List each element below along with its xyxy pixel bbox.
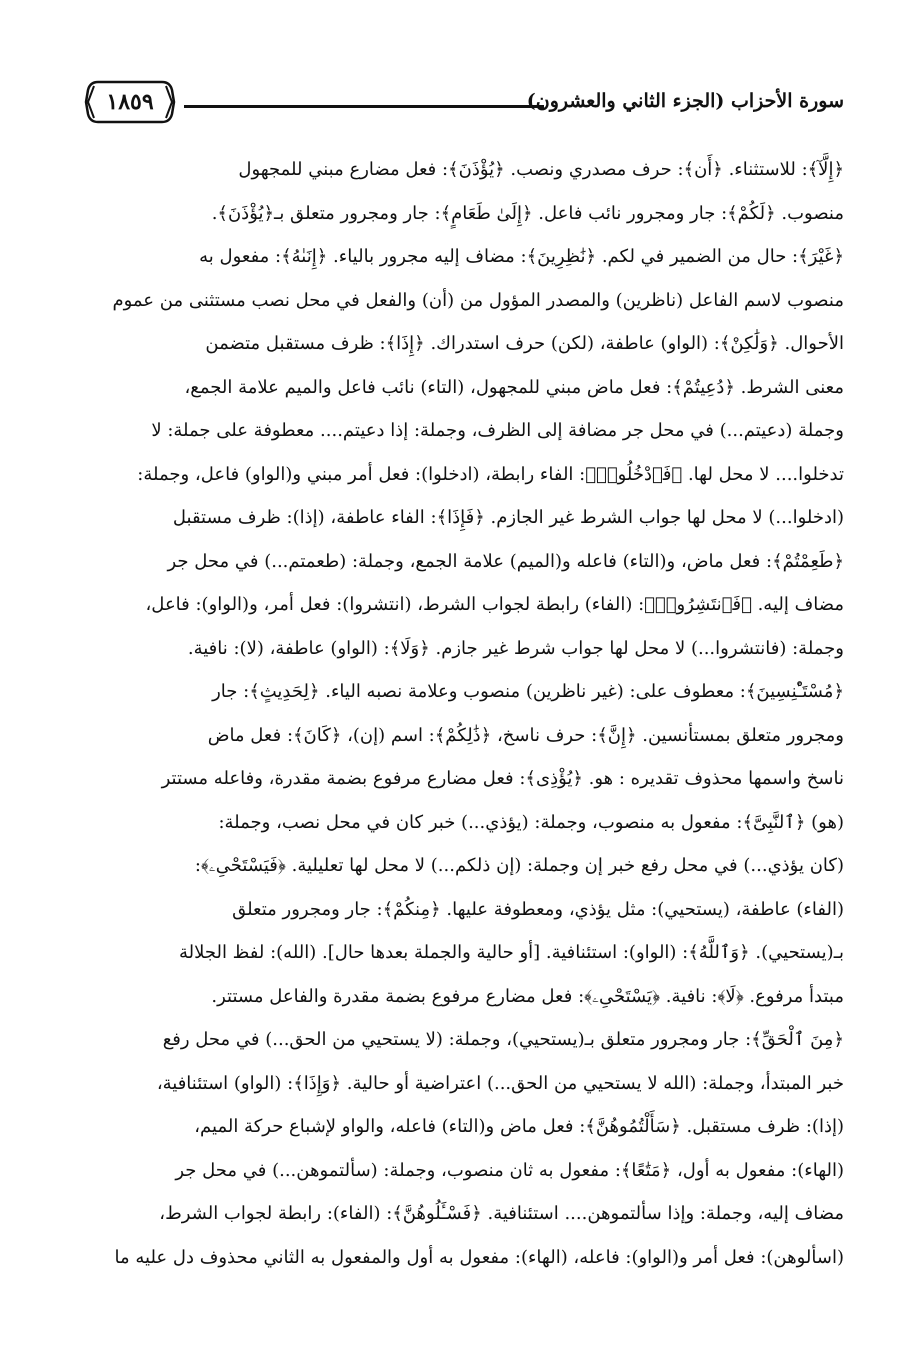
text-line: (الفاء) عاطفة، (يستحيي): مثل يؤذي، ومعطوفة عليها. ﴿مِنكُمْ﴾: جار ومجرور متعلق bbox=[232, 898, 844, 920]
text-line: ﴿إِلَّآ﴾: للاستثناء. ﴿أَن﴾: حرف مصدري ونصب. ﴿يُؤْذَنَ﴾: فعل مضارع مبني للمجهول bbox=[238, 159, 844, 180]
text-line: (الهاء): مفعول به أول، ﴿مَتَٰعًا﴾: مفعول به ثان منصوب، وجملة: (سألتموهن...) في محل جر bbox=[175, 1159, 844, 1181]
text-line: تدخلوا.... لا محل لها. ﴿فَٱدْخُلُوا۟﴾: الفاء رابطة، (ادخلوا): فعل أمر مبني و(الواو) فاعل، وجملة: bbox=[137, 463, 844, 485]
text-line: (ادخلوا...) لا محل لها جواب الشرط غير الجازم. ﴿فَإِذَا﴾: الفاء عاطفة، (إذا): ظرف مستقبل bbox=[172, 507, 844, 528]
page-number-badge bbox=[84, 78, 176, 126]
page-header bbox=[84, 74, 844, 134]
body-text bbox=[80, 148, 844, 1279]
text-line: وجملة: (فانتشروا...) لا محل لها جواب شرط غير جازم. ﴿وَلَا﴾: (الواو) عاطفة، (لا): نافية. bbox=[187, 637, 844, 659]
text-line: مضاف إليه، وجملة: وإذا سألتموهن.... استئنافية. ﴿فَسْـَٔلُوهُنَّ﴾: (الفاء): رابطة لجواب الشرط، bbox=[159, 1203, 844, 1224]
text-line: منصوب لاسم الفاعل (ناظرين) والمصدر المؤول من (أن) والفعل في محل نصب مستثنى من عموم bbox=[112, 289, 844, 311]
page-number: ١٨٥٩ bbox=[106, 89, 154, 115]
running-title: سورة الأحزاب (الجزء الثاني والعشرون) bbox=[526, 90, 844, 112]
text-line: معنى الشرط. ﴿دُعِيتُمْ﴾: فعل ماض مبني للمجهول، (التاء) نائب فاعل والميم علامة الجمع، bbox=[184, 376, 844, 398]
text-line: مضاف إليه. ﴿فَٱنتَشِرُوا۟﴾: (الفاء) رابطة لجواب الشرط، (انتشروا): فعل أمر، و(الواو): فاعل، bbox=[145, 594, 844, 615]
text-line: (اسألوهن): فعل أمر و(الواو): فاعله، (الهاء): مفعول به أول والمفعول به الثاني محذوف دل عليه ما bbox=[114, 1246, 844, 1268]
text-line: خبر المبتدأ، وجملة: (الله لا يستحيي من الحق...) اعتراضية أو حالية. ﴿وَإِذَا﴾: (الواو) استئنافية، bbox=[156, 1072, 844, 1094]
text-line: منصوب. ﴿لَكُمْ﴾: جار ومجرور نائب فاعل. ﴿إِلَىٰ طَعَامٍ﴾: جار ومجرور متعلق بـ﴿يُؤْذَنَ﴾. bbox=[211, 202, 844, 224]
text-line: (هو) ﴿ٱلنَّبِىَّ﴾: مفعول به منصوب، وجملة: (يؤذي...) خبر كان في محل نصب، وجملة: bbox=[218, 811, 844, 833]
text-line: (كان يؤذي...) في محل رفع خبر إن وجملة: (إن ذلكم...) لا محل لها تعليلية. ﴿فَيَسْتَحْىِۦ﴾: bbox=[194, 855, 844, 876]
text-line: وجملة (دعيتم...) في محل جر مضافة إلى الظرف، وجملة: إذا دعيتم.... معطوفة على جملة: لا bbox=[151, 420, 844, 441]
header-rule bbox=[184, 105, 544, 108]
text-line: (إذا): ظرف مستقبل. ﴿سَأَلْتُمُوهُنَّ﴾: فعل ماض و(التاء) فاعله، والواو لإشباع حركة الميم، bbox=[194, 1116, 844, 1137]
text-line: ومجرور متعلق بمستأنسين. ﴿إِنَّ﴾: حرف ناسخ، ﴿ذَٰلِكُمْ﴾: اسم (إن)، ﴿كَانَ﴾: فعل ماض bbox=[207, 724, 844, 746]
text-line: الأحوال. ﴿وَلَٰكِنْ﴾: (الواو) عاطفة، (لكن) حرف استدراك. ﴿إِذَا﴾: ظرف مستقبل متضمن bbox=[205, 333, 844, 354]
text-line: ﴿مُسْتَـْٔنِسِينَ﴾: معطوف على: (غير ناظرين) منصوب وعلامة نصبه الياء. ﴿لِحَدِيثٍ﴾: جار bbox=[212, 681, 844, 702]
text-line: ﴿غَيْرَ﴾: حال من الضمير في لكم. ﴿نَٰظِرِينَ﴾: مضاف إليه مجرور بالياء. ﴿إِنَىٰهُ﴾: مفعول به bbox=[199, 246, 844, 267]
text-line: ﴿طَعِمْتُمْ﴾: فعل ماض، و(التاء) فاعله و(الميم) علامة الجمع، وجملة: (طعمتم...) في محل جر bbox=[167, 550, 844, 572]
text-line: مبتدأ مرفوع. ﴿لَا﴾: نافية. ﴿يَسْتَحْىِۦ﴾: فعل مضارع مرفوع بضمة مقدرة والفاعل مستتر. bbox=[211, 985, 844, 1007]
text-line: ﴿مِنَ ٱلْحَقِّ﴾: جار ومجرور متعلق بـ(يستحيي)، وجملة: (لا يستحيي من الحق...) في محل رفع bbox=[162, 1029, 844, 1050]
text-line: بـ(يستحيي). ﴿وَٱللَّهُ﴾: (الواو): استئنافية. [أو حالية والجملة بعدها حال]. (الله): لفظ الجلالة bbox=[178, 942, 844, 963]
text-line: ناسخ واسمها محذوف تقديره : هو. ﴿يُؤْذِى﴾: فعل مضارع مرفوع بضمة مقدرة، وفاعله مستتر bbox=[161, 768, 844, 789]
